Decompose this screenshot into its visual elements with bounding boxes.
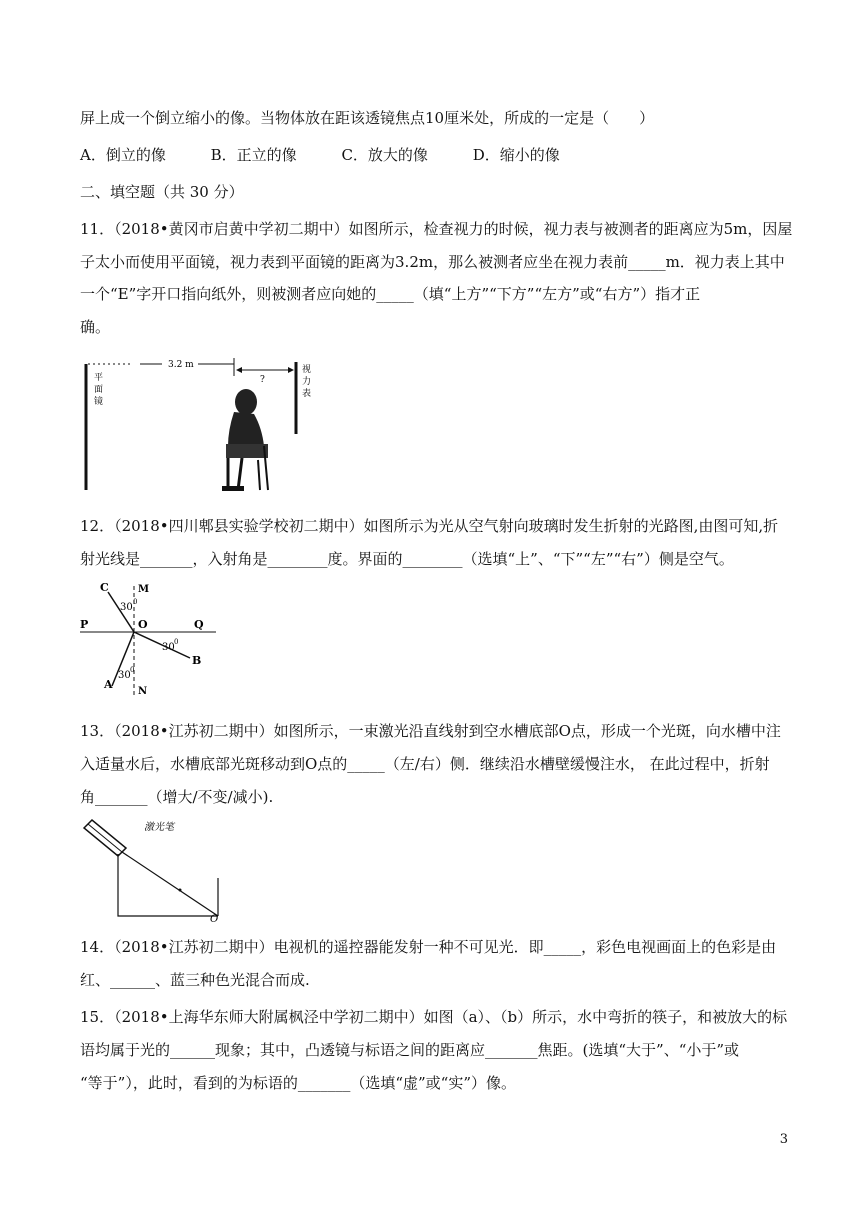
laser-beam [122, 852, 218, 916]
beam-dot [179, 889, 182, 892]
question-12-line-1: 12．（2018•四川郫县实验学校初二期中）如图所示为光从空气射向玻璃时发生折射的光路图,由图可知,折 [80, 517, 779, 535]
degree-top: 0 [133, 598, 138, 606]
distance-label: 3.2 m [168, 360, 194, 370]
question-13-line-2: 入适量水后，水槽底部光斑移动到O点的_____（左/右）侧．继续沿水槽壁缓慢注水， 在此过程中，折射 [80, 755, 770, 773]
question-11-line-2: 子太小而使用平面镜，视力表到平面镜的距离为3.2m，那么被测者应坐在视力表前_____m．视力表上其中 [80, 253, 785, 271]
question-15-line-3: “等于”），此时，看到的为标语的_______（选填“虚”或“实”）像。 [80, 1074, 517, 1092]
label-o: O [138, 618, 148, 631]
laser-pen-icon [84, 820, 126, 856]
arrow-head-right [288, 367, 294, 373]
page-number: 3 [779, 1132, 788, 1147]
angle-top-label: 30 [120, 602, 133, 613]
chart-label-2: 力 [302, 377, 312, 387]
question-11-line-4: 确。 [80, 318, 111, 336]
seated-person-icon [222, 389, 268, 491]
option-d: D．缩小的像 [472, 146, 560, 164]
question-10-options [80, 145, 600, 165]
chart-label-1: 视 [302, 365, 312, 375]
label-a: A [104, 678, 113, 691]
degree-bottom: 0 [130, 666, 135, 674]
mirror-label-3: 镜 [94, 397, 104, 407]
angle-right-label: 30 [162, 642, 175, 653]
question-11-line-1: 11．（2018•黄冈市启黄中学初二期中）如图所示，检查视力的时候，视力表与被测者的距离应为5m，因屋 [80, 220, 793, 238]
question-14-line-1: 14．（2018•江苏初二期中）电视机的遥控器能发射一种不可见光．即_____，彩色电视画面上的色彩是由 [80, 938, 777, 956]
question-13-line-3: 角_______（增大/不变/减小). [80, 788, 274, 806]
mirror-label-1: 平 [94, 373, 104, 383]
point-o-label: O [210, 914, 219, 922]
label-n: N [138, 686, 148, 697]
arrow-head-left [236, 367, 242, 373]
question-14-line-2: 红、______、蓝三种色光混合而成. [80, 971, 310, 989]
degree-right: 0 [174, 638, 179, 646]
label-p: P [80, 618, 89, 631]
laser-label: 激光笔 [144, 822, 174, 833]
question-15-line-2: 语均属于光的______现象；其中，凸透镜与标语之间的距离应_______焦距。(选填“大于”、“小于”或 [80, 1041, 740, 1059]
section-title: 二、填空题（共 30 分） [80, 183, 244, 201]
label-c: C [100, 582, 109, 594]
label-m: M [138, 584, 150, 595]
label-q: Q [194, 618, 204, 631]
chart-label-3: 表 [302, 389, 312, 399]
label-b: B [192, 654, 202, 667]
option-a: A．倒立的像 [80, 146, 166, 164]
question-15-line-1: 15．（2018•上海华东师大附属枫泾中学初二期中）如图（a）、（b）所示，水中弯折的筷子，和被放大的标 [80, 1008, 788, 1026]
unknown-label: ? [260, 375, 265, 385]
option-c: C．放大的像 [341, 146, 428, 164]
laser-tank-figure [78, 818, 244, 922]
mirror-label-2: 面 [94, 385, 104, 395]
option-b: B．正立的像 [210, 146, 297, 164]
refraction-figure [78, 582, 218, 700]
question-12-line-2: 射光线是_______，入射角是________度。界面的________（选填“上”、“下”“左”“右”）侧是空气。 [80, 550, 734, 568]
question-10-tail: 屏上成一个倒立缩小的像。当物体放在距该透镜焦点10厘米处，所成的一定是（ ） [80, 109, 655, 127]
question-11-line-3: 一个“E”字开口指向纸外，则被测者应向她的_____（填“上方”“下方”“左方”或“右方”）指才正 [80, 285, 701, 303]
eye-test-figure [78, 350, 330, 498]
question-13-line-1: 13．（2018•江苏初二期中）如图所示，一束激光沿直线射到空水槽底部O点，形成一个光斑，向水槽中注 [80, 722, 781, 740]
angle-bottom-label: 30 [118, 670, 131, 681]
